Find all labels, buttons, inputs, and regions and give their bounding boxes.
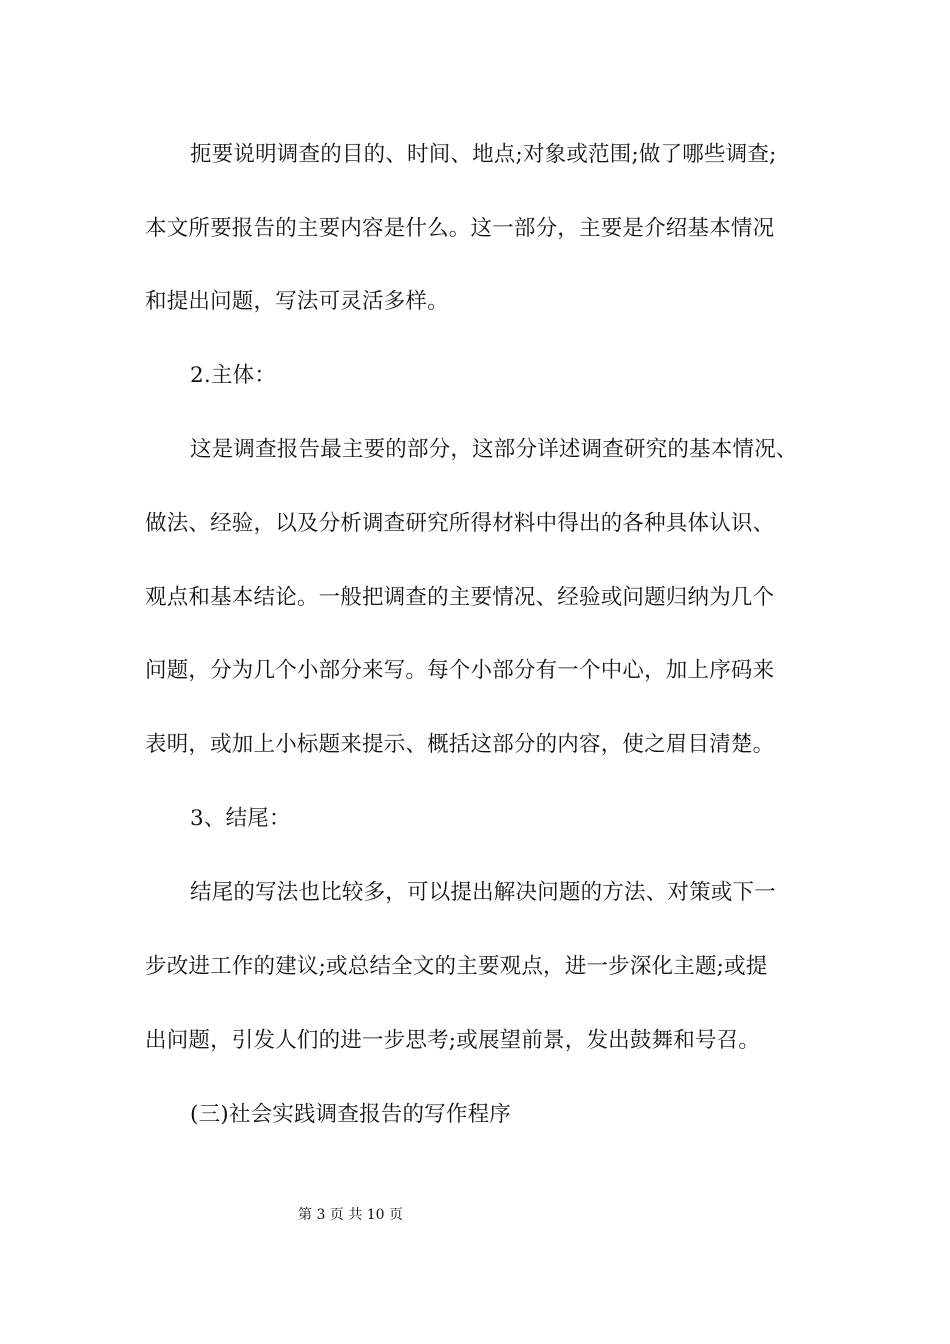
paragraph-line: 问题，分为几个小部分来写。每个小部分有一个中心，加上序码来 xyxy=(145,658,775,683)
section-heading: (三)社会实践调查报告的写作程序 xyxy=(190,1102,511,1127)
paragraph-line: 和提出问题，写法可灵活多样。 xyxy=(145,289,449,314)
page-number-footer: 第 3 页 共 10 页 xyxy=(298,1207,403,1223)
paragraph-line: 出问题，引发人们的进一步思考;或展望前景，发出鼓舞和号召。 xyxy=(145,1028,761,1053)
paragraph-line: 这是调查报告最主要的部分，这部分详述调查研究的基本情况、 xyxy=(190,437,798,462)
paragraph-line: 观点和基本结论。一般把调查的主要情况、经验或问题归纳为几个 xyxy=(145,585,775,610)
paragraph-line: 表明，或加上小标题来提示、概括这部分的内容，使之眉目清楚。 xyxy=(145,732,775,757)
paragraph-line: 步改进工作的建议;或总结全文的主要观点，进一步深化主题;或提 xyxy=(145,954,768,979)
paragraph-line: 扼要说明调查的目的、时间、地点;对象或范围;做了哪些调查; xyxy=(190,142,777,167)
paragraph-line: 结尾的写法也比较多，可以提出解决问题的方法、对策或下一 xyxy=(190,880,776,905)
section-heading: 3、结尾： xyxy=(190,806,291,831)
paragraph-line: 本文所要报告的主要内容是什么。这一部分，主要是介绍基本情况 xyxy=(145,216,775,241)
section-heading: 2.主体： xyxy=(190,363,277,388)
paragraph-line: 做法、经验，以及分析调查研究所得材料中得出的各种具体认识、 xyxy=(145,511,775,536)
